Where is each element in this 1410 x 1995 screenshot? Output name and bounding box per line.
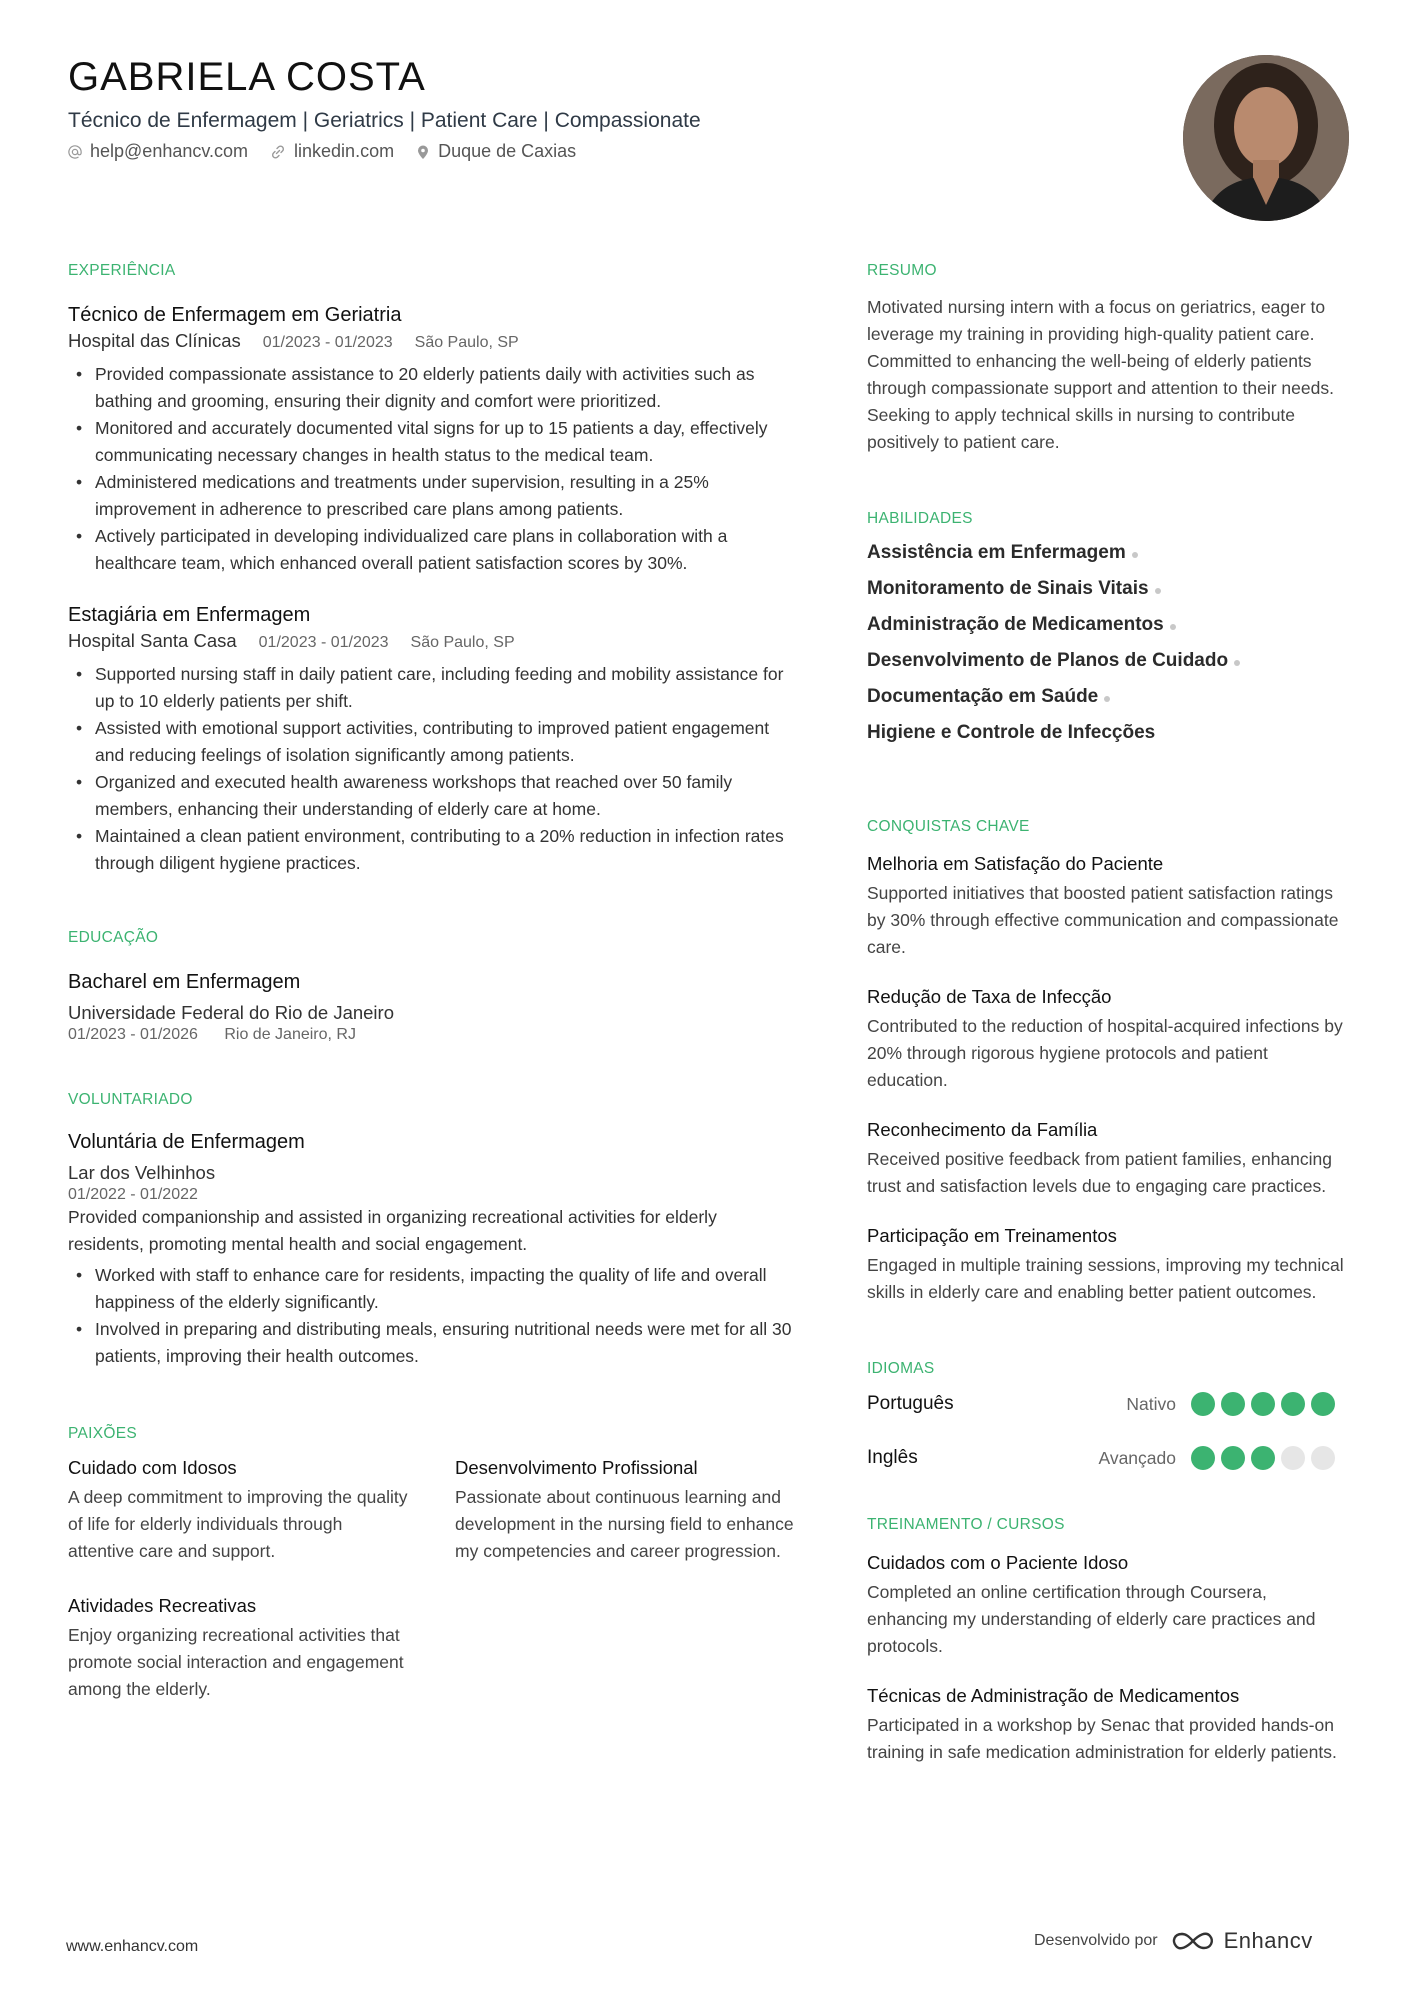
skill-item [867, 650, 1347, 672]
job-meta [68, 330, 794, 352]
candidate-subtitle: Técnico de Enfermagem | Geriatrics | Patient Care | Compassionate [68, 109, 701, 132]
job-bullets [68, 661, 794, 877]
passion-title: Atividades Recreativas [68, 1595, 257, 1616]
passion-title: Cuidado com Idosos [68, 1457, 237, 1478]
skill-item [867, 542, 1347, 564]
passion-text: Passionate about continuous learning and development in the nursing field to enhance my competencies and career progression. [455, 1487, 794, 1561]
language-level: Avançado [1098, 1447, 1176, 1468]
skill-item [867, 614, 1347, 636]
avatar [1183, 55, 1349, 221]
enhancv-logo-icon [1170, 1929, 1216, 1953]
edu-location: Rio de Janeiro, RJ [224, 1026, 356, 1043]
volunteer-org: Lar dos Velhinhos [68, 1162, 216, 1183]
achievement-item [867, 986, 1347, 1094]
section-title-achievements: CONQUISTAS CHAVE [867, 818, 1030, 835]
section-title-volunteer: VOLUNTARIADO [68, 1091, 193, 1108]
language-name: Português [867, 1393, 954, 1414]
languages-list [867, 1392, 1347, 1470]
achievement-text: Contributed to the reduction of hospital-acquired infections by 20% through rigorous hygiene protocols and patient education. [867, 1016, 1343, 1090]
skill-label: Documentação em Saúde [867, 686, 1099, 707]
candidate-name: GABRIELA COSTA [68, 55, 426, 99]
bullet-item: • Involved in preparing and distributing meals, ensuring nutritional needs were met for all 30 patients, improving their health outcomes. [68, 1316, 794, 1370]
edu-date: 01/2023 - 01/2026 [68, 1026, 198, 1043]
bullet-item: • Supported nursing staff in daily patient care, including feeding and mobility assistance for up to 10 elderly patients per shift. [68, 661, 794, 715]
section-title-passions: PAIXÕES [68, 1425, 138, 1442]
section-title-education: EDUCAÇÃO [68, 929, 159, 946]
at-icon [68, 145, 82, 159]
skill-label: Desenvolvimento de Planos de Cuidado [867, 650, 1229, 671]
skills-list [867, 542, 1347, 744]
footer-branding [1034, 1928, 1313, 1954]
bullet-item: • Monitored and accurately documented vital signs for up to 15 patients a day, effectively communicating necessary changes in health status to the medical team. [68, 415, 794, 469]
rating-dot-filled [1191, 1446, 1215, 1470]
volunteer-role: Voluntária de Enfermagem [68, 1131, 305, 1153]
achievement-title: Reconhecimento da Família [867, 1119, 1098, 1140]
rating-dot-filled [1311, 1392, 1335, 1416]
passions-list [68, 1457, 794, 1733]
email-text: help@enhancv.com [90, 141, 249, 161]
rating-dot-filled [1221, 1392, 1245, 1416]
skill-item [867, 722, 1347, 744]
right-column [867, 262, 1347, 1766]
volunteer-entry [68, 1131, 794, 1370]
passion-item [68, 1595, 455, 1703]
brand-name: Enhancv [1223, 1928, 1313, 1953]
volunteer-description: Provided companionship and assisted in organizing recreational activities for elderly residents, promoting mental health and social engagement. [68, 1207, 717, 1254]
section-title-languages: IDIOMAS [867, 1360, 935, 1377]
skill-separator [1170, 624, 1176, 630]
skill-item [867, 578, 1347, 600]
contact-location [416, 141, 576, 162]
edu-school: Universidade Federal do Rio de Janeiro [68, 1002, 394, 1023]
job-date: 01/2023 - 01/2023 [258, 634, 389, 651]
bullet-item: • Worked with staff to enhance care for residents, impacting the quality of life and overall happiness of the elderly significantly. [68, 1262, 794, 1316]
passion-item [68, 1457, 455, 1565]
linkedin-text: linkedin.com [294, 141, 395, 161]
bullet-item: • Administered medications and treatments under supervision, resulting in a 25% improvement in adherence to prescribed care plans among patients. [68, 469, 794, 523]
language-level: Nativo [1126, 1393, 1176, 1414]
training-list [867, 1552, 1347, 1766]
achievement-item [867, 1225, 1347, 1306]
rating-dot-filled [1191, 1392, 1215, 1416]
section-title-summary: RESUMO [867, 262, 937, 279]
skill-item [867, 686, 1347, 708]
training-title: Cuidados com o Paciente Idoso [867, 1552, 1129, 1573]
volunteer-date: 01/2022 - 01/2022 [68, 1186, 198, 1203]
training-text: Completed an online certification through Coursera, enhancing my understanding of elderly care practices and protocols. [867, 1582, 1316, 1656]
bullet-item: • Actively participated in developing individualized care plans in collaboration with a healthcare team, which enhanced overall patient satisfaction scores by 30%. [68, 523, 794, 577]
bullet-item: • Provided compassionate assistance to 20 elderly patients daily with activities such as bathing and grooming, ensuring their dignity and comfort were prioritized. [68, 361, 794, 415]
job-location: São Paulo, SP [410, 634, 515, 651]
job-company: Hospital das Clínicas [68, 330, 241, 351]
training-title: Técnicas de Administração de Medicamentos [867, 1685, 1240, 1706]
bullet-item: • Assisted with emotional support activities, contributing to improved patient engagement and reducing feelings of isolation significantly among patients. [68, 715, 794, 769]
language-rating [1191, 1392, 1341, 1416]
section-title-training: TREINAMENTO / CURSOS [867, 1516, 1065, 1533]
job-location: São Paulo, SP [414, 334, 519, 351]
bullet-item: • Maintained a clean patient environment, contributing to a 20% reduction in infection rates through diligent hygiene practices. [68, 823, 794, 877]
job-company: Hospital Santa Casa [68, 630, 237, 651]
achievement-text: Supported initiatives that boosted patient satisfaction ratings by 30% through effective communication and compassionate care. [867, 883, 1339, 957]
job-meta [68, 630, 794, 652]
job-title: Estagiária em Enfermagem [68, 604, 311, 626]
skill-separator [1155, 588, 1161, 594]
job-entry [68, 304, 794, 577]
language-rating [1191, 1446, 1341, 1470]
rating-dot-filled [1251, 1392, 1275, 1416]
rating-dot-filled [1281, 1392, 1305, 1416]
skill-label: Administração de Medicamentos [867, 614, 1164, 635]
link-icon [270, 144, 286, 160]
achievement-title: Participação em Treinamentos [867, 1225, 1117, 1246]
education-entry [68, 971, 794, 1044]
language-row [867, 1446, 1347, 1470]
language-name: Inglês [867, 1447, 918, 1468]
skill-label: Higiene e Controle de Infecções [867, 722, 1156, 743]
language-row [867, 1392, 1347, 1416]
contact-info [68, 141, 598, 162]
volunteer-bullets [68, 1262, 794, 1370]
achievement-item [867, 1119, 1347, 1200]
achievement-title: Melhoria em Satisfação do Paciente [867, 853, 1164, 874]
achievement-text: Received positive feedback from patient families, enhancing trust and satisfaction levels due to engaging care practices. [867, 1149, 1332, 1196]
training-item [867, 1552, 1347, 1660]
bullet-item: • Organized and executed health awareness workshops that reached over 50 family members, enhancing their understanding of elderly care at home. [68, 769, 794, 823]
skill-label: Assistência em Enfermagem [867, 542, 1126, 563]
rating-dot-empty [1281, 1446, 1305, 1470]
section-title-experience: EXPERIÊNCIA [68, 262, 176, 279]
summary-text: Motivated nursing intern with a focus on geriatrics, eager to leverage my training in providing high-quality patient care. Committed to enhancing the well-being of elderly patients through compassionate support and attention to their needs. Seeking to apply technical skills in nursing to contribute positively to patient care. [867, 297, 1334, 452]
skill-separator [1132, 552, 1138, 558]
powered-by-text: Desenvolvido por [1034, 1932, 1158, 1949]
job-bullets [68, 361, 794, 577]
achievements-list [867, 853, 1347, 1306]
achievement-text: Engaged in multiple training sessions, improving my technical skills in elderly care and enabling better patient outcomes. [867, 1255, 1344, 1302]
rating-dot-filled [1221, 1446, 1245, 1470]
edu-meta [68, 1026, 794, 1044]
training-text: Participated in a workshop by Senac that provided hands-on training in safe medication administration for elderly patients. [867, 1715, 1337, 1762]
edu-degree: Bacharel em Enfermagem [68, 971, 301, 993]
job-entry [68, 604, 794, 877]
achievement-item [867, 853, 1347, 961]
passion-text: Enjoy organizing recreational activities that promote social interaction and engagement among the elderly. [68, 1625, 404, 1699]
rating-dot-empty [1311, 1446, 1335, 1470]
passion-item [455, 1457, 794, 1565]
job-title: Técnico de Enfermagem em Geriatria [68, 304, 402, 326]
location-text: Duque de Caxias [438, 141, 577, 161]
skill-label: Monitoramento de Sinais Vitais [867, 578, 1149, 599]
location-pin-icon [416, 144, 430, 160]
contact-linkedin[interactable] [270, 141, 394, 162]
contact-email[interactable] [68, 141, 248, 162]
passion-text: A deep commitment to improving the quality of life for elderly individuals through attentive care and support. [68, 1487, 408, 1561]
left-column [68, 262, 794, 1733]
achievement-title: Redução de Taxa de Infecção [867, 986, 1112, 1007]
skill-separator [1234, 660, 1240, 666]
rating-dot-filled [1251, 1446, 1275, 1470]
passion-title: Desenvolvimento Profissional [455, 1457, 698, 1478]
skill-separator [1104, 696, 1110, 702]
footer-website[interactable]: www.enhancv.com [66, 1938, 199, 1955]
section-title-skills: HABILIDADES [867, 510, 973, 527]
job-date: 01/2023 - 01/2023 [262, 334, 393, 351]
training-item [867, 1685, 1347, 1766]
